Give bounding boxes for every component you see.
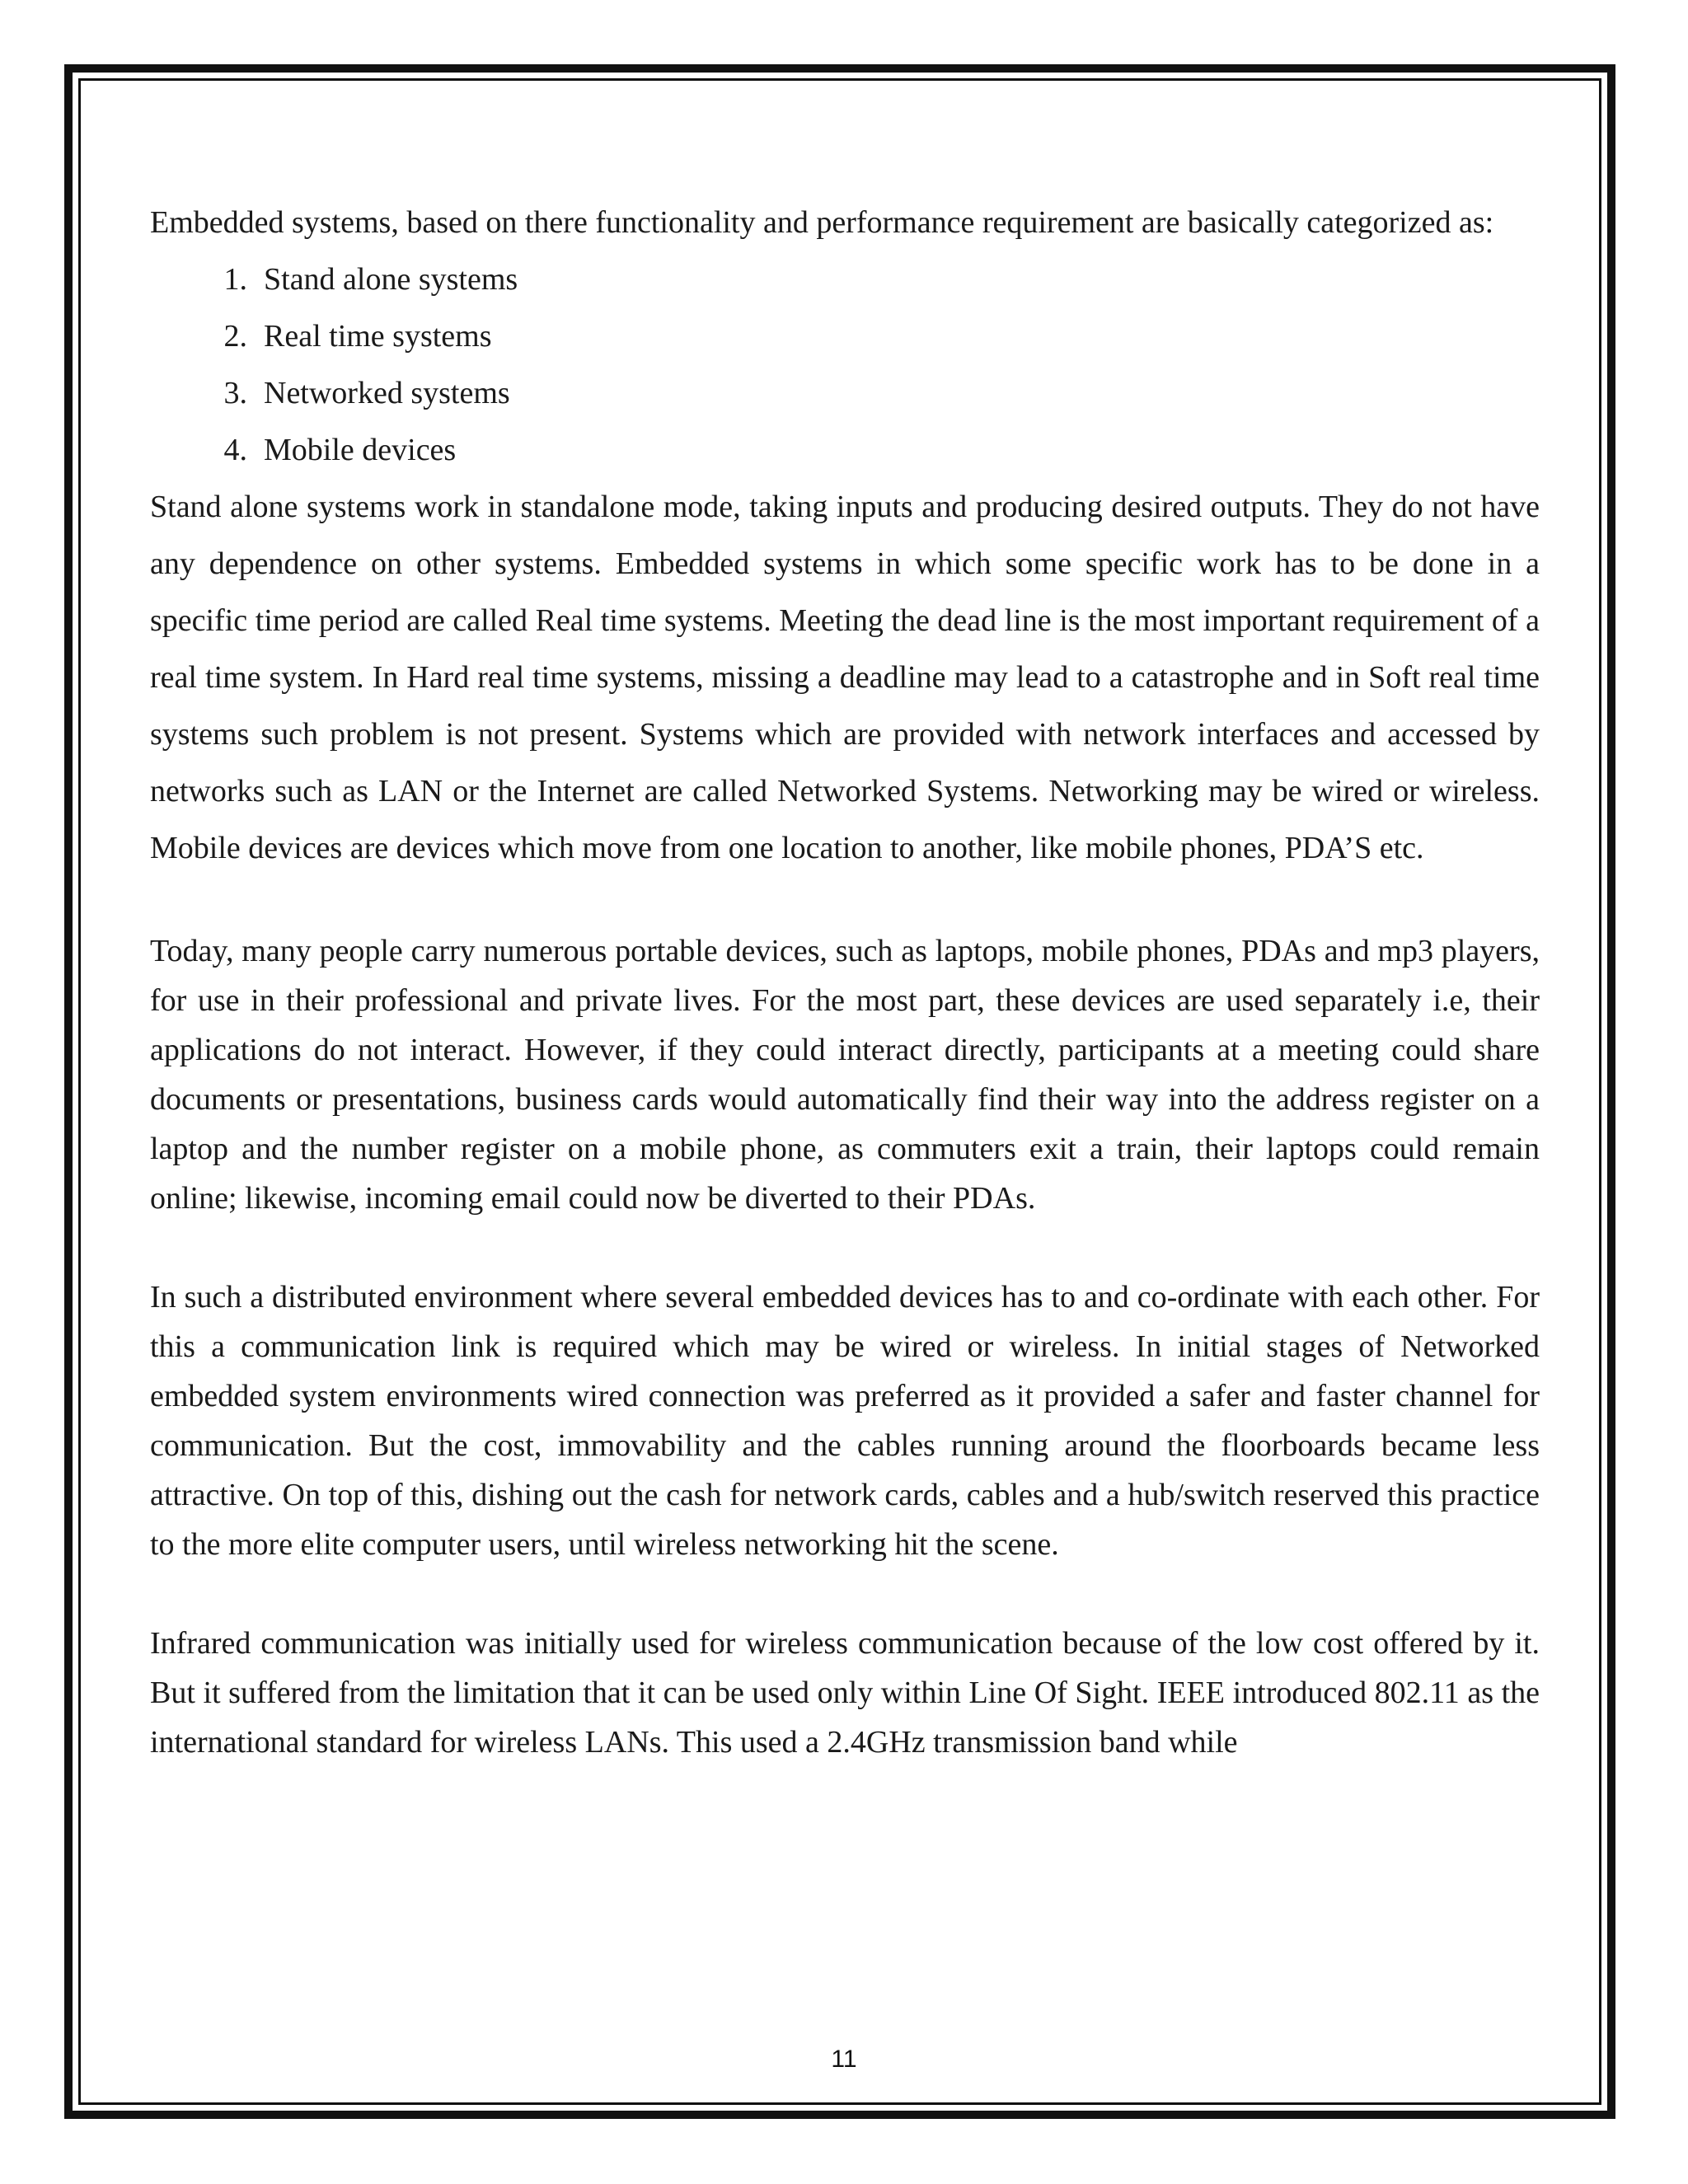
category-list [150,251,1540,479]
page-content [150,194,1540,1767]
list-item-number: 4. [223,433,247,467]
infrared-paragraph: Infrared communication was initially used for wireless communication because of the low cost offered by it. But it suffered from the limitation that it can be used only within Line Of Sight. IEEE introduced 802.11 as the international standard for wireless LANs. This used a 2.4GHz transmission band while [150,1626,1540,1760]
distributed-environment-paragraph: In such a distributed environment where several embedded devices has to and co-ordinate with each other. For this a communication link is required which may be wired or wireless. In initial stages of Networked embedded system environments wired connection was preferred as it provided a safer and faster channel for communication. But the cost, immovability and the cables running around the floorboards became less attractive. On top of this, dishing out the cash for network cards, cables and a hub/switch reserved this practice to the more elite computer users, until wireless networking hit the scene. [150,1280,1540,1562]
list-item-number: 2. [223,319,247,354]
system-types-paragraph: Stand alone systems work in standalone mode, taking inputs and producing desired outputs. They do not have any dependence on other systems. Embedded systems in which some specific work has to be done in a specific time period are called Real time systems. Meeting the dead line is the most important requirement of a real time system. In Hard real time systems, missing a deadline may lead to a catastrophe and in Soft real time systems such problem is not present. Systems which are provided with network interfaces and accessed by networks such as LAN or the Internet are called Networked Systems. Networking may be wired or wireless. Mobile devices are devices which move from one location to another, like mobile phones, PDA’S etc. [150,490,1540,865]
list-item-number: 1. [223,262,247,297]
portable-devices-paragraph: Today, many people carry numerous portable devices, such as laptops, mobile phones, PDAs and mp3 players, for use in their professional and private lives. For the most part, these devices are used separately i.e, their applications do not interact. However, if they could interact directly, participants at a meeting could share documents or presentations, business cards would automatically find their way into the address register on a laptop and the number register on a mobile phone, as commuters exit a train, their laptops could remain online; likewise, incoming email could now be diverted to their PDAs. [150,934,1540,1216]
page-number: 11 [831,2046,857,2073]
list-item [150,251,1540,308]
list-item-text: Networked systems [264,376,510,410]
list-item-number: 3. [223,376,247,410]
list-item [150,308,1540,365]
list-item [150,365,1540,422]
list-item-text: Stand alone systems [264,262,518,297]
list-item [150,422,1540,479]
intro-paragraph: Embedded systems, based on there functionality and performance requirement are basically categorized as: [150,205,1494,240]
list-item-text: Real time systems [264,319,492,354]
list-item-text: Mobile devices [264,433,457,467]
